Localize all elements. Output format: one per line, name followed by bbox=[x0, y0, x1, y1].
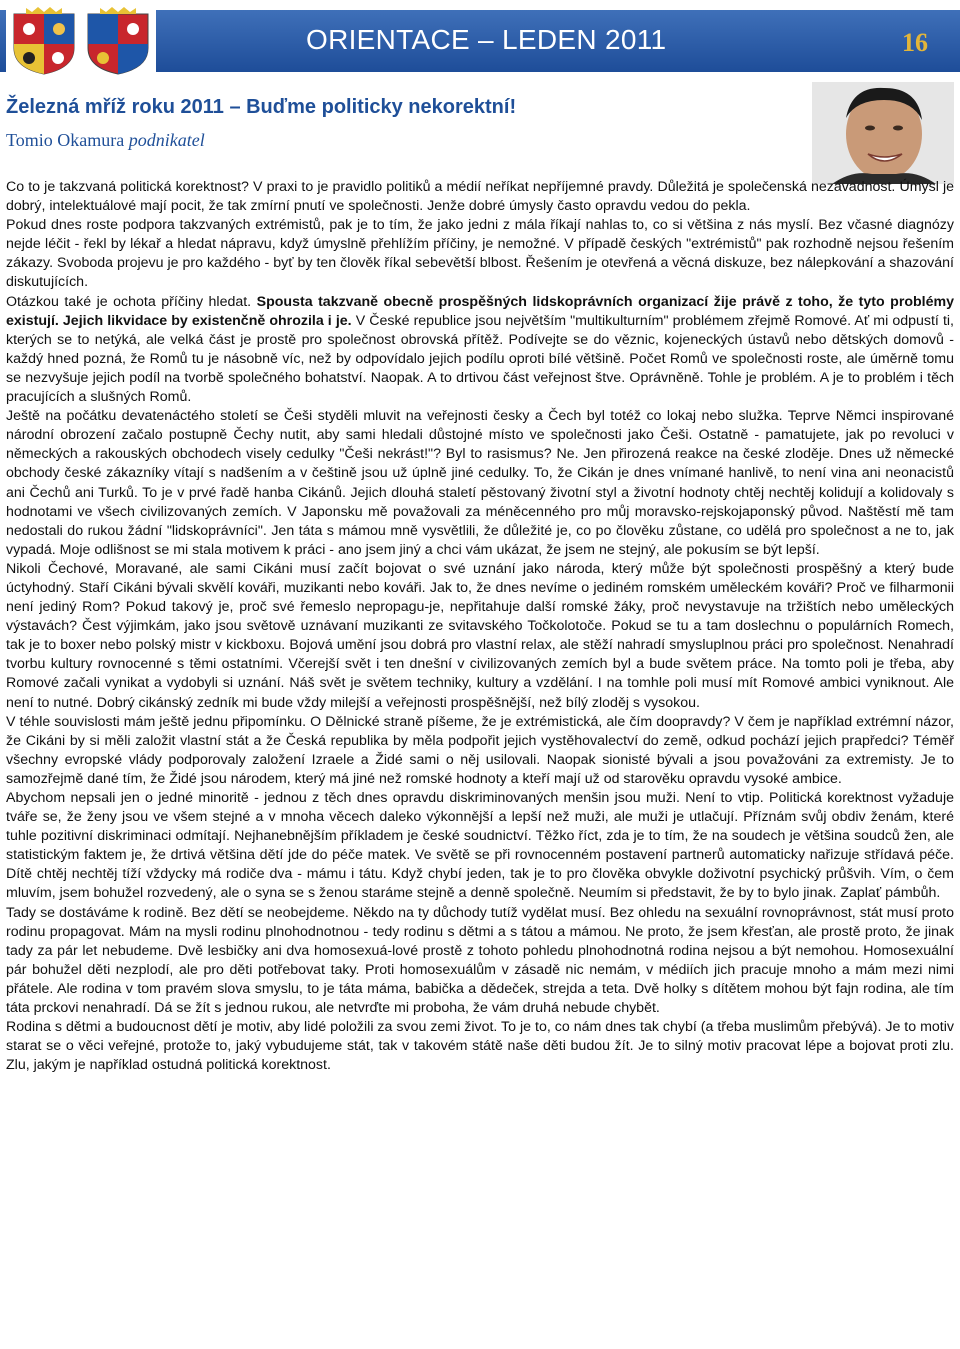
paragraph-text: V České republice jsou největším "multikulturním" problémem zřejmě Romové. Ať mi odpustí ti, kterých se to netýká, ale velká část je prostě pro společnost obrovská přítěž. Podívejte se do věznic, kojeneckých ústavů nebo dětských domovů - každý hned pozná, že Romů tu je násobně víc, než by odpovídalo jejich podílu oproti bílé většině. Počet Romů ve společnosti roste, ale úměrně tomu se nezvyšuje jejich podíl na tvorbě společného bohatství. Naopak. A to drtivou část veřejnost štve. Oprávněně. Tohle je problém. A je to problém i těch pracujících a slušných Romů. bbox=[6, 312, 954, 406]
header-title: ORIENTACE – LEDEN 2011 bbox=[306, 24, 667, 55]
paragraph-text: Pokud dnes roste podpora takzvaných extrémistů, pak je to tím, že jako jedni z mála říkají nahlas to, co si většina z nás myslí. Bez včasné diagnózy nejde léčit - řekl by lékař a hledat nápravu, když úmyslně přehlížím příčiny, je nemožné. V případě českých "extrémistů" pak rozhodně nejsou řešením zákazy. Svoboda projevu je pro každého - byť by ten člověk říkal sebevětší blbost. Řešením je otevřená a věcná diskuze, bez nálepkování a shazování diskutujících. bbox=[6, 217, 954, 291]
author-name: Tomio Okamura bbox=[6, 130, 125, 150]
paragraph bbox=[6, 293, 954, 408]
paragraph bbox=[6, 1018, 954, 1075]
paragraph-text: Ještě na počátku devatenáctého století se Češi styděli mluvit na veřejnosti česky a Čech byl totéž co lokaj nebo služka. Teprve Němci inspirované národní obrození začalo postupně Čechy nutit, aby sami hledali důstojné místo ve společnosti jako Češi. Ostatně - pamatujete, jak po revoluci v německých a rakouských obchodech visely cedulky "Češi nekrást!"? Byl to rasismus? Ne. Jen přirozená reakce na české zloděje. Dnes už německé obchody české zákazníky vítají s nadšením a v češtině jsou už úplně jiné cedulky. To, že Cikán je dnes vnímané hanlivě, to není vina ani neonacistů ani Čechů ani Turků. To je v prvé řadě hanba Cikánů. Jejich dlouhá staletí pěstovaný životní styl a životní hodnoty chtěj nechtěj kolidují a kolidovaly s hodnotami ve všech civilizovaných zemích. V Japonsku mě považovali za méněcenného pro můj moravsko-rejskojaponský původ. Naštěstí mě tam nedostali do rukou žádní "lidskoprávníci". Jen táta s mámou mně vysvětlili, že důležité je, co po člověku zůstane, co udělá pro společnost a ne to, jak vypadá. Moje odlišnost se mi stala motivem k práci - ano jsem jiný a chci vám ukázat, že jsem ne stejný, ale pokusím se být lepší. bbox=[6, 408, 954, 558]
paragraph bbox=[6, 178, 954, 216]
coat-of-arms-icon bbox=[80, 4, 156, 76]
paragraph bbox=[6, 904, 954, 1019]
coat-of-arms-icon bbox=[6, 4, 82, 76]
author-photo bbox=[812, 82, 954, 184]
page-header bbox=[0, 0, 960, 78]
paragraph bbox=[6, 560, 954, 713]
article-body bbox=[6, 178, 954, 1075]
paragraph-text: Tady se dostáváme k rodině. Bez dětí se neobejdeme. Někdo na ty důchody tutíž vydělat musí. Bez ohledu na sexuální rovnoprávnost, stát musí proto rodinu propagovat. Mám na mysli rodinu plnohodnotnou - tedy rodinu s dětmi a s tátou a mámou. Ne proto, že jsem křesťan, ale prostě proto, že jinak tady za pár let nebudeme. Dvě lesbičky ani dva homosexuá-lové prostě z tohoto pohledu plnohodnotná rodina nejsou a být nemohou. Homosexuální pár bohužel děti nezplodí, ale pro děti potřebovat taky. Proti homosexuálům v zásadě nic nemám, v médiích jich pracuje mnoho a mám mezi nimi přátele. Ale rodina v tom pravém slova smyslu, to je táta máma, babička a dědeček, strejda a teta. Dvě holky s dítětem mohou být fajn rodina, ale tím táta prckovi nenahradí. Dá se žít s jednou rukou, ale netvrďte mi proboha, že vám druhá nebude chybět. bbox=[6, 904, 954, 1017]
paragraph-text: V téhle souvislosti mám ještě jednu připomínku. O Dělnické straně píšeme, že je extrémistická, ale čím doopravdy? V čem je například extrémní názor, že Cikáni by si měli založit vlastní stát a že Česká republika by měla podpořit jejich vystěhovalectví do země, odkud pochází jejich prapředci? Téměř všechny evropské vlády podporovaly založení Izraele a Židé sami o něj usilovali. Naopak sionisté bývali a jsou považováni za extremisty. Je to samozřejmě dané tím, že Židé jsou národem, který má jiné než romské hodnoty a kteří mají už od starověku opravdu vysoké ambice. bbox=[6, 713, 954, 787]
paragraph-text: Abychom nepsali jen o jedné minoritě - jednou z těch dnes opravdu diskriminovaných menšin jsou muži. Není to vtip. Politická korektnost vyžaduje tváře se, že ženy jsou ve všem stejné a v mnoha věcech daleko výkonnější a lepší než muži, ale muži je utlačují. Příznám svůj obdiv ženám, které tuhle pozitivní diskriminaci odmítají. Nejhanebnějším příkladem je české soudnictví. Těžko říct, zda je to tím, že na soudech je většina soudců žen, ale statistickým faktem je, že drtivá většina dětí jde do péče matek. Ve světě se při rovnocenném postavení partnerů automaticky nařizuje střídavá péče. Dítě chtěj nechtěj tíží vždycky má rodiče dva - mámu i tátu. Když chybí jeden, tak je to pro člověka obvykle doživotní psychický průšvih. Vím, o čem mluvím, jsem bohužel rozvedený, ale o syna se s ženou staráme stejně a denně společně. Neumím si představit, že by to bylo jinak. Zaplať pámbůh. bbox=[6, 790, 954, 902]
paragraph-text: Rodina s dětmi a budoucnost dětí je motiv, aby lidé položili za svou zemi život. To je to, co nám dnes tak chybí (a třeba muslimům přebývá). Je to motiv starat se o věci veřejné, protože to, jaký vybudujeme stát, tak v takovém státě naše děti budou žít. Je to silný motiv pracovat lépe a bojovat proti zlu. Zlu, jakým je například ostudná politická korektnost. bbox=[6, 1019, 954, 1074]
article-author bbox=[6, 130, 205, 151]
page-number: 16 bbox=[902, 28, 928, 57]
paragraph bbox=[6, 713, 954, 789]
paragraph bbox=[6, 216, 954, 292]
article-headline: Železná mříž roku 2011 – Buďme politicky nekorektní! bbox=[6, 96, 517, 118]
bold-text: Spousta takzvaně obecně prospěšných lidskoprávních organizací žije právě z toho, že tyto problémy existují. Jejich likvidace by existenčně ohrozila i je. bbox=[6, 293, 955, 329]
paragraph-text: Otázkou také je ochota příčiny hledat. bbox=[6, 293, 257, 310]
paragraph-text: Nikoli Čechové, Moravané, ale sami Cikáni musí začít bojovat o své uznání jako národa, který může být společnosti prospěšný a který bude úctyhodný. Staří Cikáni bývali skvělí kováři, muzikanti nebo kováři. Jak to, že dnes nevíme o jediném romském uměleckém kováři? Proč ve filharmonii není jediný Rom? Pokud takový je, proč své řemeslo nepropagu-je, nepřitahuje další romské žáky, proč nevystavuje na tržištích nebo uměleckých výstavách? Čest výjimkám, jako jsou světově uznávaní muzikanti ze svitavského Točkolotoče. Pokud se tu a tam doslechnu o populárních Romech, tak je to boxer nebo polský mistr v kickboxu. Bojová umění jsou dobrá pro vlastní relax, ale stěží nahradí smysluplnou práci pro společnost. Nenahradí tvorbu kultury rovnocenné s těmi ostatními. Včerejší svět i ten dnešní v civilizovaných zemích byl a bude světem práce. Na tomto poli je třeba, aby Romové začali vynikat a vydobyli si uznání. Náš svět je světem techniky, kultury a vzdělání. I na tomhle poli musí mít Romové ambici vyniknout. Ale není to nutné. Dobrý cikánský zedník mi bude vždy milejší a veřejnosti prospěšnější, než bílý zloděj s vysokou. bbox=[6, 560, 954, 711]
author-role: podnikatel bbox=[128, 130, 205, 150]
paragraph bbox=[6, 789, 954, 904]
paragraph bbox=[6, 407, 954, 560]
paragraph-text: Co to je takzvaná politická korektnost? V praxi to je pravidlo politiků a médií neříkat nepříjemné pravdy. Důležitá je společenská nezávadnost. Úmysl je dobrý, intelektuálové mají pocit, že tak zmírní pnutí ve společnosti. Jenže dobré úmysly často opravdu vedou do pekla. bbox=[6, 179, 954, 215]
